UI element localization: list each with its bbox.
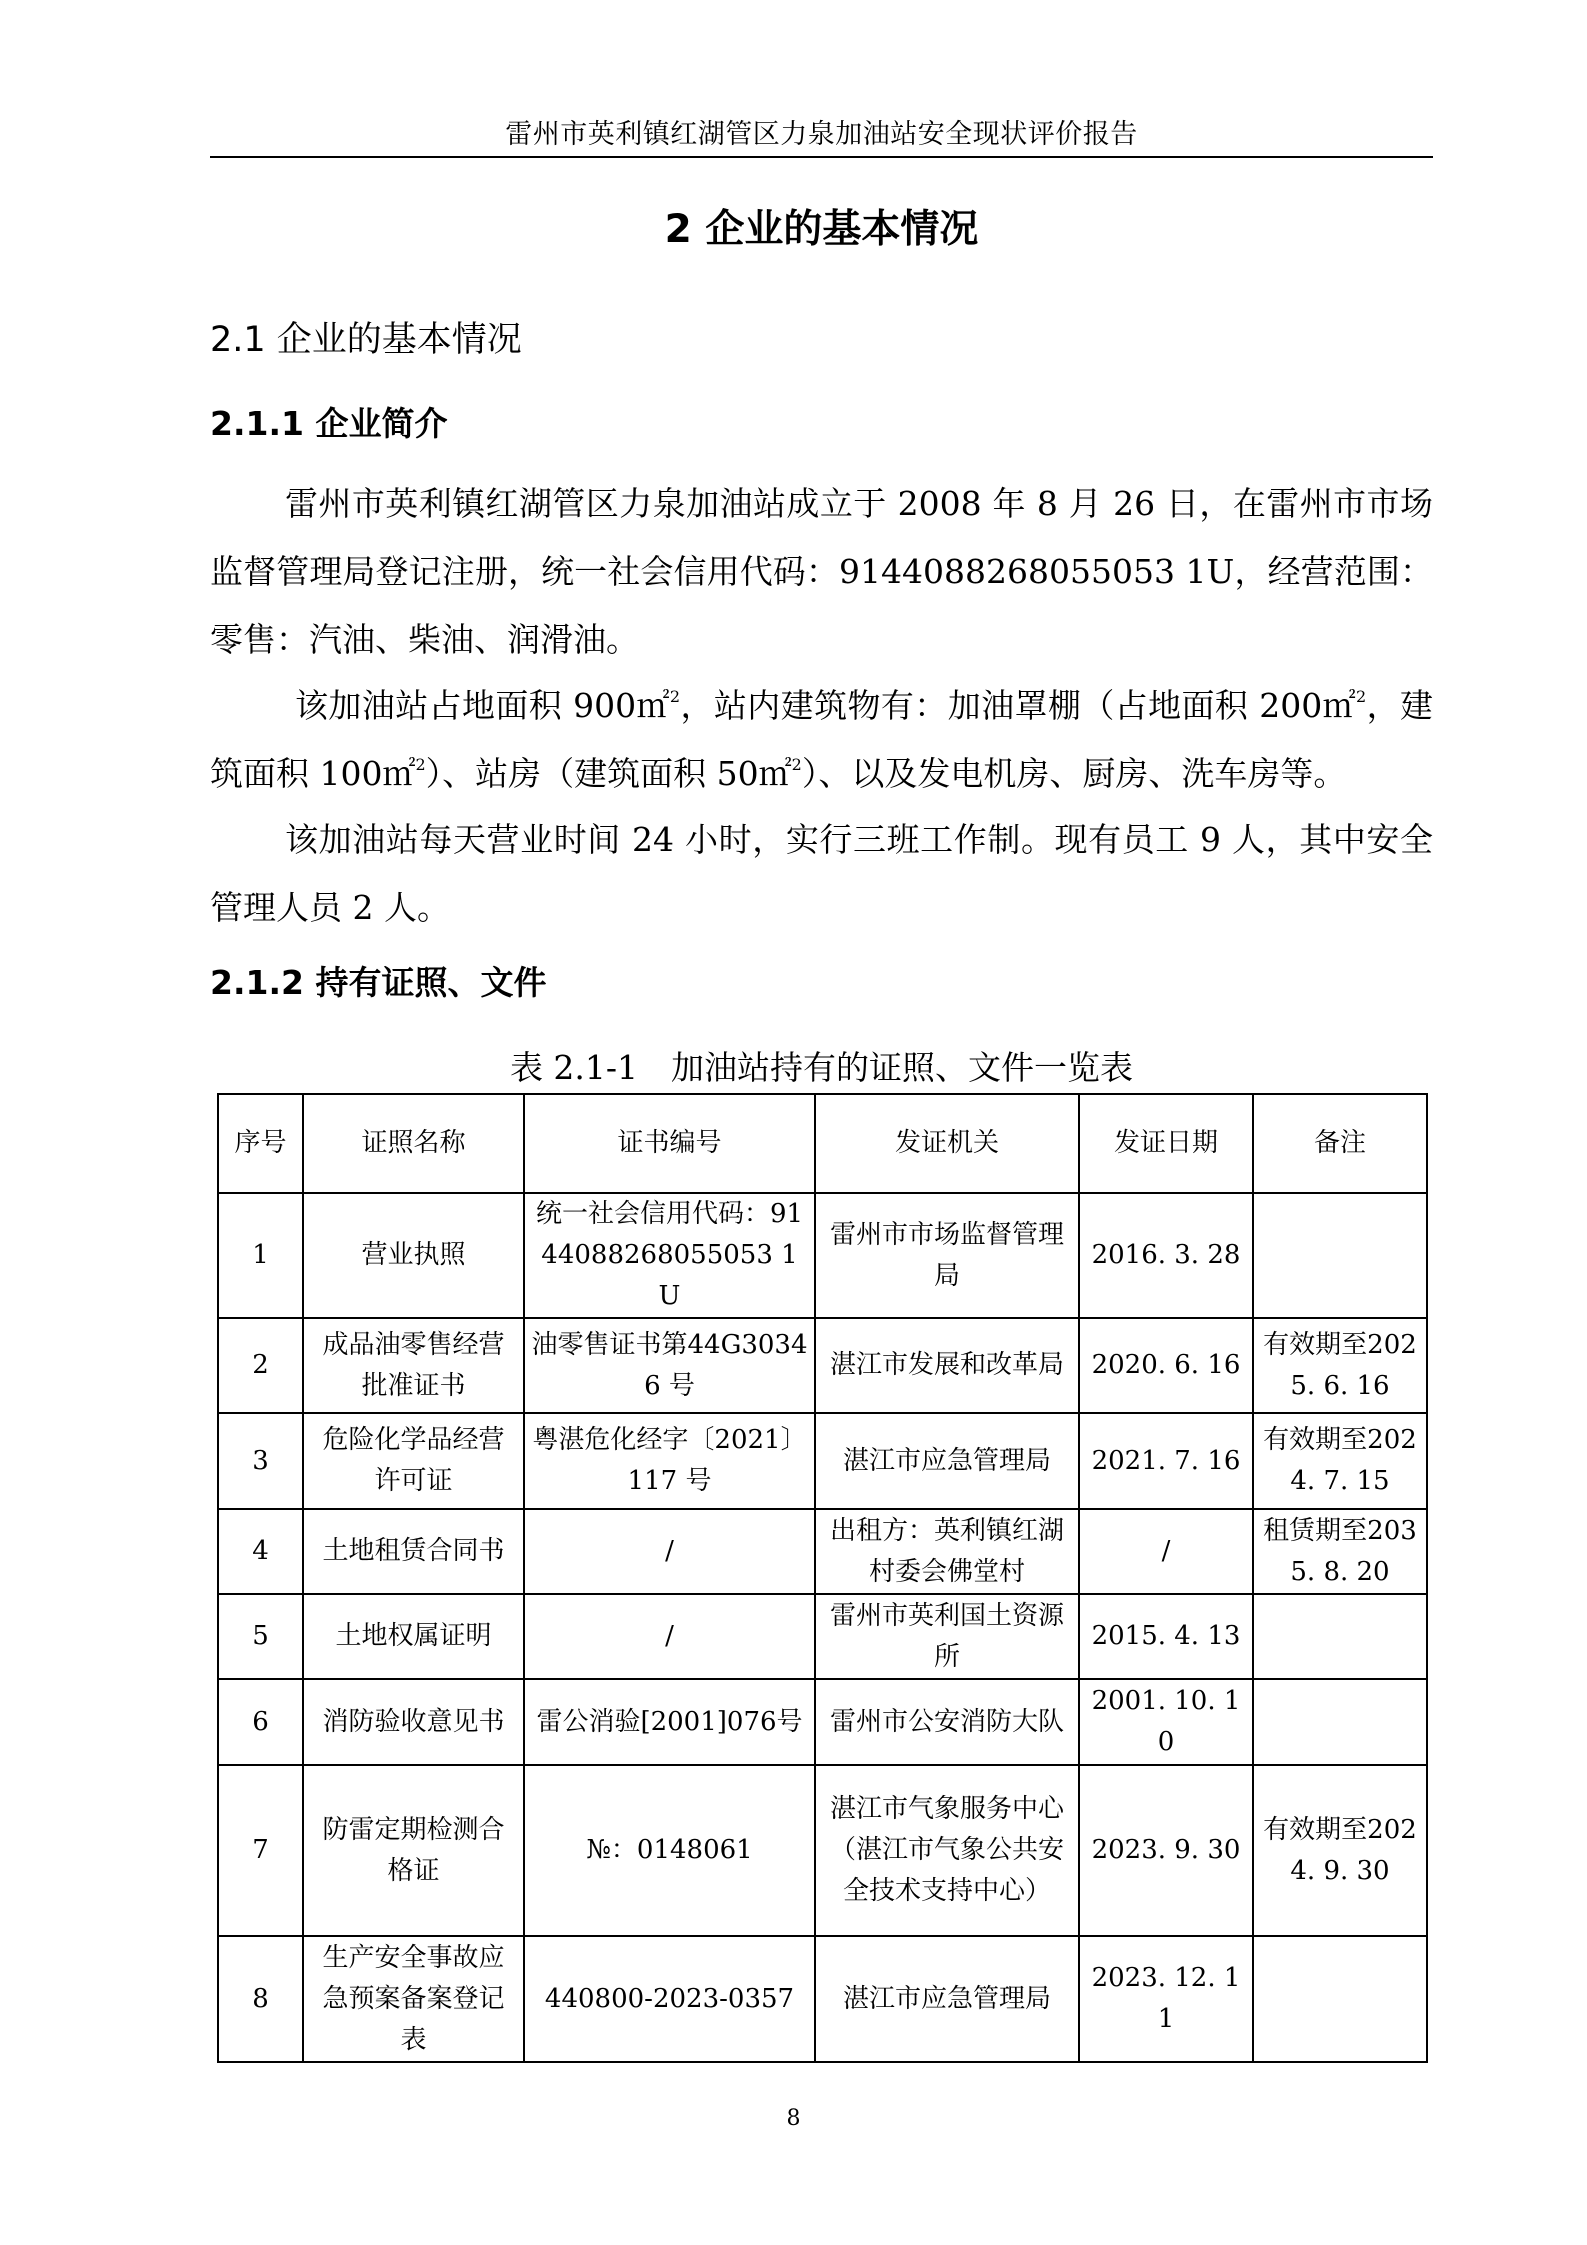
table-cell: 2021. 7. 16 [1079, 1413, 1253, 1509]
table-cell: 消防验收意见书 [303, 1679, 524, 1765]
header-cell: 证照名称 [303, 1094, 524, 1193]
table-cell: 有效期至2024. 7. 15 [1253, 1413, 1427, 1509]
intro-text-3: 该加油站每天营业时间 24 小时，实行三班工作制。现有员工 9 人，其中安全管理人员 2 人。 [210, 820, 1433, 927]
table-cell [1253, 1679, 1427, 1765]
table-cell [1253, 1936, 1427, 2062]
table-cell: 危险化学品经营许可证 [303, 1413, 524, 1509]
table-cell: / [524, 1594, 815, 1679]
table-cell [1253, 1193, 1427, 1318]
table-cell: 湛江市应急管理局 [815, 1413, 1079, 1509]
page-number: 8 [786, 2106, 801, 2131]
table-cell: 出租方：英利镇红湖村委会佛堂村 [815, 1509, 1079, 1594]
table-cell: / [1079, 1509, 1253, 1594]
table-cell: 湛江市发展和改革局 [815, 1318, 1079, 1413]
table-cell: 5 [218, 1594, 303, 1679]
table-header-row [218, 1094, 1427, 1193]
table-cell: 2023. 12. 11 [1079, 1936, 1253, 2062]
certificates-table [217, 1093, 1428, 2063]
intro-text-1: 雷州市英利镇红湖管区力泉加油站成立于 2008 年 8 月 26 日，在雷州市市场监督管理局登记注册，统一社会信用代码：9144088268055053 1U，经营范围：零售：汽油、柴油、润滑油。 [210, 484, 1433, 659]
table-cell: 3 [218, 1413, 303, 1509]
table-row [218, 1193, 1427, 1318]
table-cell: 防雷定期检测合格证 [303, 1765, 524, 1936]
table-cell: 2001. 10. 10 [1079, 1679, 1253, 1765]
table-cell: 有效期至2025. 6. 16 [1253, 1318, 1427, 1413]
table-row [218, 1765, 1427, 1936]
header-cell: 发证日期 [1079, 1094, 1253, 1193]
table-row [218, 1936, 1427, 2062]
intro-text-2: 该加油站占地面积 900㎡$^2$，站内建筑物有：加油罩棚（占地面积 200㎡$^2$，建筑面积 100㎡$^2$）、站房（建筑面积 50㎡$^2$）、以及发电机房、厨房、洗车房等。 [210, 686, 1434, 793]
section-heading-2-1-1: 2.1.1 企业简介 [210, 404, 448, 443]
table-cell: 雷公消验[2001]076号 [524, 1679, 815, 1765]
table-caption: 表 2.1-1 加油站持有的证照、文件一览表 [509, 1048, 1134, 1087]
table-row [218, 1509, 1427, 1594]
header-cell: 发证机关 [815, 1094, 1079, 1193]
table-row [218, 1594, 1427, 1679]
table-cell: 营业执照 [303, 1193, 524, 1318]
table-cell: 7 [218, 1765, 303, 1936]
table-row [218, 1413, 1427, 1509]
table-cell: 土地权属证明 [303, 1594, 524, 1679]
header-rule [210, 156, 1433, 158]
table-cell: 有效期至2024. 9. 30 [1253, 1765, 1427, 1936]
table-cell: 2016. 3. 28 [1079, 1193, 1253, 1318]
header-cell: 备注 [1253, 1094, 1427, 1193]
table-row [218, 1318, 1427, 1413]
intro-paragraph-3 [210, 806, 1433, 942]
table-cell: 粤湛危化经字〔2021〕117 号 [524, 1413, 815, 1509]
table-cell: №：0148061 [524, 1765, 815, 1936]
section-heading-2-1: 2.1 企业的基本情况 [210, 320, 522, 360]
table-cell: 生产安全事故应急预案备案登记表 [303, 1936, 524, 2062]
table-cell: 土地租赁合同书 [303, 1509, 524, 1594]
table-cell: 2023. 9. 30 [1079, 1765, 1253, 1936]
table-cell: 雷州市市场监督管理局 [815, 1193, 1079, 1318]
table-cell: 统一社会信用代码：9144088268055053 1U [524, 1193, 815, 1318]
running-header: 雷州市英利镇红湖管区力泉加油站安全现状评价报告 [505, 119, 1138, 150]
table-cell: 4 [218, 1509, 303, 1594]
table-row [218, 1679, 1427, 1765]
table-cell: 1 [218, 1193, 303, 1318]
header-cell: 证书编号 [524, 1094, 815, 1193]
table-cell: 租赁期至2035. 8. 20 [1253, 1509, 1427, 1594]
table-cell: / [524, 1509, 815, 1594]
header-cell: 序号 [218, 1094, 303, 1193]
table-cell: 湛江市应急管理局 [815, 1936, 1079, 2062]
table-cell: 440800-2023-0357 [524, 1936, 815, 2062]
table-cell: 8 [218, 1936, 303, 2062]
chapter-title: 2 企业的基本情况 [664, 207, 979, 252]
table-cell: 6 [218, 1679, 303, 1765]
section-heading-2-1-2: 2.1.2 持有证照、文件 [210, 963, 547, 1002]
intro-paragraph-2 [210, 672, 1433, 808]
table-cell: 2015. 4. 13 [1079, 1594, 1253, 1679]
table-cell: 雷州市公安消防大队 [815, 1679, 1079, 1765]
table-cell: 湛江市气象服务中心（湛江市气象公共安全技术支持中心） [815, 1765, 1079, 1936]
table-cell: 成品油零售经营批准证书 [303, 1318, 524, 1413]
table-cell [1253, 1594, 1427, 1679]
table-cell: 2020. 6. 16 [1079, 1318, 1253, 1413]
table-cell: 雷州市英利国土资源所 [815, 1594, 1079, 1679]
table-cell: 油零售证书第44G30346 号 [524, 1318, 815, 1413]
table-cell: 2 [218, 1318, 303, 1413]
intro-paragraph-1 [210, 470, 1433, 674]
